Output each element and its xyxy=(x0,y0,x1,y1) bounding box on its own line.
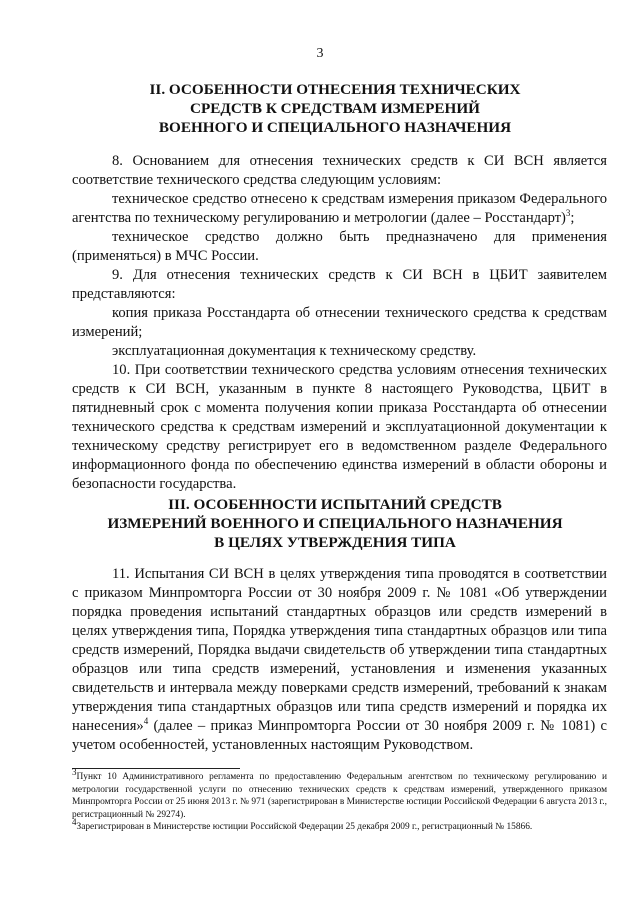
section-2-heading xyxy=(70,80,600,137)
paragraph-8-condition-1 xyxy=(72,190,607,228)
section-3-body xyxy=(72,565,607,755)
paragraph-11 xyxy=(72,565,607,755)
page-number: 3 xyxy=(316,46,324,61)
paragraph-8: 8. Основанием для отнесения технических средств к СИ ВСН является соответствие технического средства следующим условиям: xyxy=(72,153,607,188)
heading-line: В ЦЕЛЯХ УТВЕРЖДЕНИЯ ТИПА xyxy=(214,534,456,551)
condition-punct: ; xyxy=(570,210,575,226)
heading-line: II. ОСОБЕННОСТИ ОТНЕСЕНИЯ ТЕХНИЧЕСКИХ xyxy=(149,81,521,98)
paragraph-9-item-1: копия приказа Росстандарта об отнесении технического средства к средствам измерений; xyxy=(72,305,607,340)
footnote-text: Зарегистрирован в Министерстве юстиции Российской Федерации 25 декабря 2009 г., регистрационный № 15866. xyxy=(76,822,533,833)
paragraph-9-item-2: эксплуатационная документация к техническому средству. xyxy=(112,343,477,359)
footnote-separator xyxy=(72,768,240,769)
heading-line: III. ОСОБЕННОСТИ ИСПЫТАНИЙ СРЕДСТВ xyxy=(168,496,502,513)
paragraph-8-condition-2: техническое средство должно быть предназначено для применения (применяться) в МЧС России. xyxy=(72,229,607,264)
footnote-ref-3: 3 xyxy=(565,208,571,219)
condition-text: техническое средство отнесено к средствам измерения приказом Федерального агентства по техническому регулированию и метрологии (далее – Росстандарт) xyxy=(72,191,607,226)
paragraph-11-tail: (далее – приказ Минпромторга России от 30 ноября 2009 г. № 1081) с учетом особенностей, установленных настоящим Руководством. xyxy=(72,718,607,753)
footnote-mark: 3 xyxy=(72,766,77,777)
heading-line: ИЗМЕРЕНИЙ ВОЕННОГО И СПЕЦИАЛЬНОГО НАЗНАЧЕНИЯ xyxy=(107,515,563,532)
footnote-mark: 4 xyxy=(72,817,77,828)
paragraph-9: 9. Для отнесения технических средств к СИ ВСН в ЦБИТ заявителем представляются: xyxy=(72,267,607,302)
section-3-heading xyxy=(70,495,600,552)
footnote-ref-4: 4 xyxy=(143,716,149,727)
paragraph-11-text: 11. Испытания СИ ВСН в целях утверждения типа проводятся в соответствии с приказом Минпромторга России от 30 ноября 2009 г. № 1081 «Об утверждении порядка проведения испытаний стандартных образцов или средств измерений в целях утверждения типа, Порядка утверждения типа стандартных образцов или типа средств измерений, Порядка выдачи свидетельств об утверждении типа стандартных образцов или типа средств измерений, установления и изменения указанных свидетельств и интервала между поверками средств измерений, требований к знакам утверждения типа стандартных образцов или типа средств измерений и порядка их нанесения» xyxy=(72,566,607,734)
paragraph-10: 10. При соответствии технического средства условиям отнесения технических средств к СИ ВСН, указанным в пункте 8 настоящего Руководства, ЦБИТ в пятидневный срок с момента получения копии приказа Росстандарта об отнесении технического средства к средствам измерений и эксплуатационной документации к техническому средству регистрирует его в ведомственном разделе Федерального информационного фонда по обеспечению единства измерений в области обороны и безопасности государства. xyxy=(72,362,607,492)
footnote-4 xyxy=(72,817,607,834)
heading-line: ВОЕННОГО И СПЕЦИАЛЬНОГО НАЗНАЧЕНИЯ xyxy=(158,119,512,136)
footnotes xyxy=(72,766,607,834)
footnote-3 xyxy=(72,766,607,821)
footnote-text: Пункт 10 Административного регламента по предоставлению Федеральным агентством по техническому регулированию и метрологии государственной услуги по отнесению технических средств к средствам измерений, утвержденного приказом Минпромторга России от 25 июня 2013 г. № 971 (зарегистрирован в Министерстве юстиции Российской Федерации 6 августа 2013 г., регистрационный № 29274). xyxy=(72,772,607,820)
heading-line: СРЕДСТВ К СРЕДСТВАМ ИЗМЕРЕНИЙ xyxy=(190,100,480,117)
section-2-body xyxy=(72,152,607,494)
